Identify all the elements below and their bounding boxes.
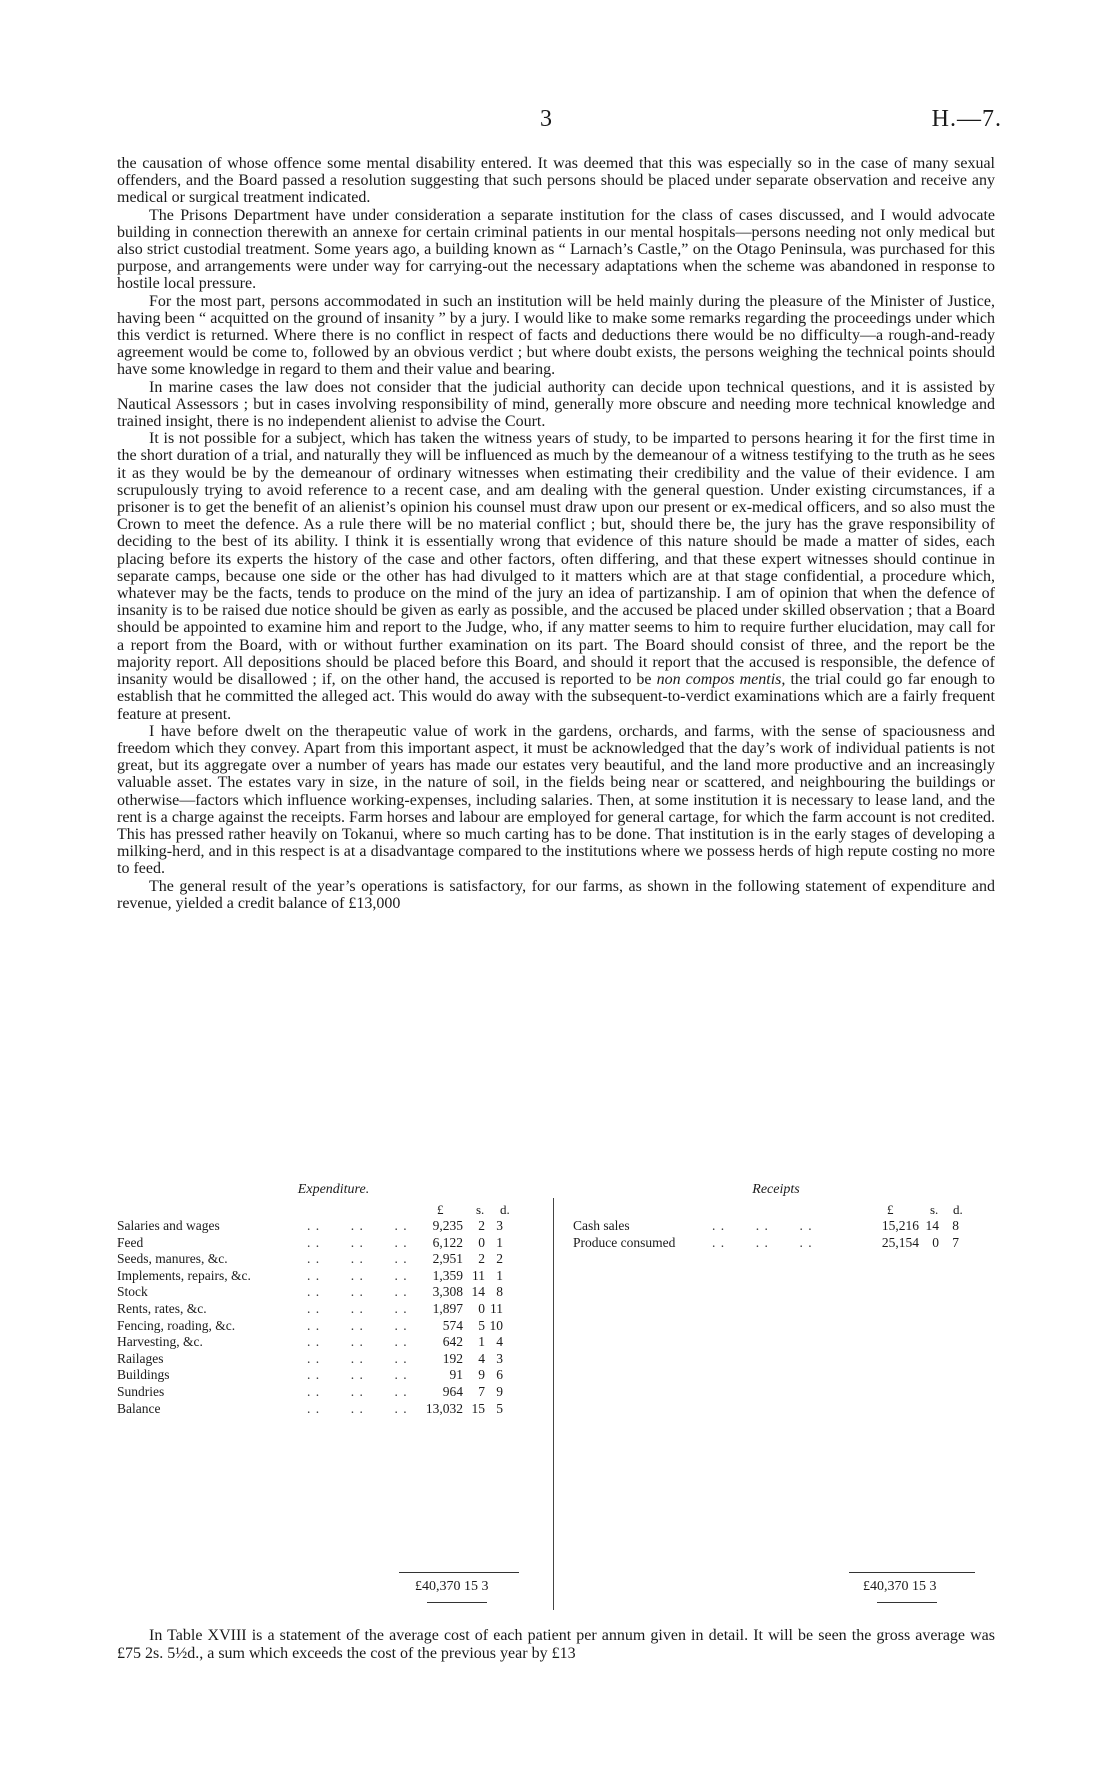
total-underline <box>427 1602 487 1603</box>
pence-value: 3 <box>496 1218 503 1233</box>
leader-dots: . . . . . . <box>307 1267 408 1283</box>
paragraph: The Prisons Department have under consideration a separate institution for the class of cases discussed, and I would advocate building in connection therewith an annexe for certain criminal patients in our mental hospitals—persons needing not only medical but also strict custodial treatment. Some years ago, a building known as “ Larnach’s Castle,” on the Otago Peninsula, was purchased for this purpose, and arrangements were under way for carrying-out the necessary adaptations when the scheme was abandoned in response to hostile local pressure. <box>117 206 995 293</box>
account-row <box>117 1351 550 1367</box>
leader-dots: . . . . . . <box>712 1234 813 1250</box>
pence-value: 8 <box>952 1218 959 1233</box>
shillings-value: 2 <box>478 1251 485 1267</box>
total-rule <box>399 1572 519 1573</box>
account-row <box>117 1401 550 1417</box>
leader-dots: . . . . . . <box>307 1234 408 1250</box>
pence-value: 2 <box>496 1251 503 1267</box>
account-row <box>117 1318 550 1334</box>
pence-value: 11 <box>490 1301 503 1316</box>
account-label: Railages <box>117 1350 164 1366</box>
farm-accounts-statement <box>117 1182 995 1622</box>
total-underline <box>877 1602 937 1603</box>
account-label: Harvesting, &c. <box>117 1334 203 1350</box>
account-label: Fencing, roading, &c. <box>117 1317 236 1333</box>
page-number: 3 <box>540 106 552 132</box>
shillings-value: 14 <box>471 1284 485 1300</box>
paragraph-text: It is not possible for a subject, which has taken the witness years of study, to be imparted to persons hearing it for the first time in the short duration of a trial, and naturally they will be influenced as much by the demeanour of a witness testifying to the truth as he sees it as they would be by the demeanour of ordinary witnesses when estimating their credibility and the value of their evidence. I am scrupulously trying to avoid reference to a recent case, and am dealing with the general question. Under existing circumstances, if a prisoner is to get the benefit of an alienist’s opinion his counsel must draw upon our present or ex-medical officers, and so also must the Crown to meet the defence. As a rule there will be no material conflict ; but, should there be, the jury has the grave responsibility of deciding to the best of its ability. I think it is essentially wrong that evidence of this nature should be made a matter of sides, each placing before its experts the history of the case and other factors, often differing, and that these expert witnesses should continue in separate camps, because one side or the other has had divulged to it matters which are at that stage confidential, a procedure which, whatever may be the facts, tends to produce on the mind of the jury an idea of partizanship. I am of opinion that when the defence of insanity is to be raised due notice should be given as early as possible, and the accused be placed under skilled observation ; that a Board should be appointed to examine him and report to the Judge, who, if any matter seems to him to require further elucidation, may call for a report from the Board, with or without further examination on its part. The Board should consist of three, and the report be the majority report. All depositions should be placed before this Board, and should it report that the accused is responsible, the defence of insanity would be disallowed ; if, on the other hand, the accused is reported to be <box>117 430 995 689</box>
account-row <box>117 1284 550 1300</box>
shillings-head: s. <box>476 1202 485 1217</box>
body-text <box>117 155 995 912</box>
account-row <box>117 1334 550 1350</box>
shillings-head: s. <box>930 1202 939 1217</box>
shillings-value: 0 <box>478 1301 485 1316</box>
pounds-value: 9,235 <box>432 1218 463 1233</box>
shillings-value: 5 <box>478 1317 485 1333</box>
pence-value: 3 <box>496 1350 503 1366</box>
account-label: Feed <box>117 1234 144 1250</box>
paragraph <box>117 430 995 722</box>
pounds-value: 964 <box>442 1384 463 1399</box>
pounds-value: 15,216 <box>881 1218 919 1233</box>
pence-value: 1 <box>496 1267 503 1283</box>
account-row <box>117 1218 550 1234</box>
pounds-value: 6,122 <box>432 1234 463 1250</box>
leader-dots: . . . . . . <box>712 1218 813 1233</box>
receipts-title: Receipts <box>752 1182 800 1197</box>
pounds-value: 2,951 <box>432 1251 463 1267</box>
shillings-value: 1 <box>478 1334 485 1350</box>
paragraph-text: the trial could go far enough to establish that he committed the alleged act. This would do away with the subsequent-to-verdict examinations which are a fairly frequent feature at present. <box>117 671 996 723</box>
pence-value: 1 <box>496 1234 503 1250</box>
pence-head: d. <box>953 1202 963 1217</box>
account-label: Cash sales <box>573 1218 630 1233</box>
account-row <box>117 1251 550 1267</box>
pence-value: 8 <box>496 1284 503 1300</box>
pounds-value: 13,032 <box>425 1400 463 1416</box>
pence-head: d. <box>500 1202 510 1217</box>
account-label: Sundries <box>117 1384 165 1399</box>
account-row <box>117 1384 550 1400</box>
leader-dots: . . . . . . <box>307 1350 408 1366</box>
account-label: Implements, repairs, &c. <box>117 1267 251 1283</box>
pounds-head: £ <box>437 1202 444 1217</box>
account-label: Rents, rates, &c. <box>117 1301 207 1316</box>
leader-dots: . . . . . . <box>307 1218 408 1233</box>
leader-dots: . . . . . . <box>307 1251 408 1267</box>
shillings-value: 0 <box>478 1234 485 1250</box>
shillings-value: 0 <box>932 1234 939 1250</box>
pence-value: 6 <box>496 1367 503 1383</box>
account-row <box>557 1235 995 1251</box>
account-label: Seeds, manures, &c. <box>117 1251 228 1267</box>
shillings-value: 15 <box>471 1400 485 1416</box>
shillings-value: 9 <box>478 1367 485 1383</box>
account-row <box>557 1218 995 1234</box>
account-label: Salaries and wages <box>117 1218 220 1233</box>
leader-dots: . . . . . . <box>307 1284 408 1300</box>
pounds-value: 1,359 <box>432 1267 463 1283</box>
expenditure-total: £40,370 15 3 <box>415 1579 489 1594</box>
pence-value: 7 <box>952 1234 959 1250</box>
pounds-value: 3,308 <box>432 1284 463 1300</box>
closing-text <box>117 1627 995 1663</box>
document-reference: H.—7. <box>931 106 1002 132</box>
pounds-value: 642 <box>442 1334 463 1350</box>
latin-phrase: non compos mentis, <box>656 671 786 689</box>
paragraph: In Table XVIII is a statement of the average cost of each patient per annum given in detail. It will be seen the gross average was £75 2s. 5½d., a sum which exceeds the cost of the previous year by £13 <box>117 1627 995 1662</box>
pence-value: 10 <box>489 1317 503 1333</box>
total-rule <box>849 1572 975 1573</box>
shillings-value: 14 <box>925 1218 939 1233</box>
pence-value: 4 <box>496 1334 503 1350</box>
leader-dots: . . . . . . <box>307 1384 408 1399</box>
paragraph: I have before dwelt on the therapeutic value of work in the gardens, orchards, and farms, with the sense of spaciousness and freedom which they convey. Apart from this important aspect, it must be acknowledged that the day’s work of individual patients is not great, but its aggregate over a number of years has made our estates very beautiful, and the land more productive and an increasingly valuable asset. The estates vary in size, in the nature of soil, in the fields being near or scattered, and neighbouring the buildings or otherwise—factors which influence working-expenses, including salaries. Then, at some institution it is necessary to lease land, and the rent is a charge against the receipts. Farm horses and labour are employed for general cartage, for which the farm account is not credited. This has pressed rather heavily on Tokanui, where so much carting has to be done. That institution is in the early stages of developing a milking-herd, and in this respect is at a disadvantage compared to the institutions where we possess herds of high repute costing no more to feed. <box>117 722 995 878</box>
account-label: Buildings <box>117 1367 170 1383</box>
pounds-value: 192 <box>442 1350 463 1366</box>
receipts-total: £40,370 15 3 <box>863 1579 937 1594</box>
expenditure-title: Expenditure. <box>297 1182 370 1197</box>
pounds-value: 91 <box>449 1367 463 1383</box>
shillings-value: 4 <box>478 1350 485 1366</box>
account-row <box>117 1367 550 1383</box>
leader-dots: . . . . . . <box>307 1367 408 1383</box>
account-label: Produce consumed <box>573 1234 676 1250</box>
account-label: Balance <box>117 1400 161 1416</box>
shillings-value: 7 <box>478 1384 485 1399</box>
pounds-head: £ <box>887 1202 894 1217</box>
account-row <box>117 1235 550 1251</box>
paragraph: In marine cases the law does not consider that the judicial authority can decide upon technical questions, and it is assisted by Nautical Assessors ; but in cases involving responsibility of mind, generally more obscure and needing more technical knowledge and trained insight, there is no independent alienist to advise the Court. <box>117 378 995 431</box>
leader-dots: . . . . . . <box>307 1301 408 1316</box>
paragraph: The general result of the year’s operations is satisfactory, for our farms, as shown in the following statement of expenditure and revenue, yielded a credit balance of £13,000 <box>117 877 995 912</box>
leader-dots: . . . . . . <box>307 1334 408 1350</box>
paragraph: For the most part, persons accommodated in such an institution will be held mainly during the pleasure of the Minister of Justice, having been “ acquitted on the ground of insanity ” by a jury. I would like to make some remarks regarding the proceedings under which this verdict is returned. Where there is no conflict in respect of facts and deductions there would be no difficulty—a rough-and-ready agreement would be come to, followed by an obvious verdict ; but where doubt exists, the persons weighing the technical points should have some knowledge in regard to them and their value and bearing. <box>117 292 995 379</box>
pence-value: 5 <box>496 1400 503 1416</box>
pounds-value: 1,897 <box>432 1301 463 1316</box>
pence-value: 9 <box>496 1384 503 1399</box>
account-row <box>117 1268 550 1284</box>
shillings-value: 2 <box>478 1218 485 1233</box>
account-label: Stock <box>117 1284 148 1300</box>
leader-dots: . . . . . . <box>307 1317 408 1333</box>
shillings-value: 11 <box>472 1267 485 1283</box>
pounds-value: 25,154 <box>881 1234 919 1250</box>
pounds-value: 574 <box>442 1317 463 1333</box>
leader-dots: . . . . . . <box>307 1400 408 1416</box>
column-divider <box>553 1198 554 1610</box>
paragraph: the causation of whose offence some mental disability entered. It was deemed that this was especially so in the case of many sexual offenders, and the Board passed a resolution suggesting that such persons should be placed under separate observation and receive any medical or surgical treatment indicated. <box>117 155 995 207</box>
account-row <box>117 1301 550 1317</box>
